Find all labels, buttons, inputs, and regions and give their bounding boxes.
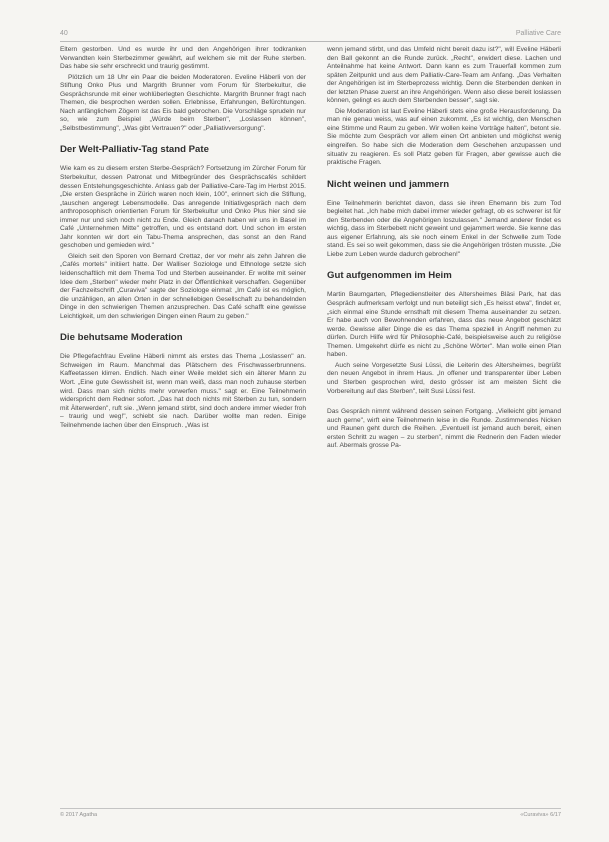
spacer [327, 398, 561, 408]
paragraph: Eine Teilnehmerin berichtet davon, dass sie ihren Ehemann bis zum Tod begleitet hat. „Ich habe mich dabei immer wieder gefragt, ob es schwerer ist für den Sterbenden oder die Angehörigen loszulassen." Jemand anderer findet es wichtig, dass im Sterbebett nicht geweint und gejammert werde. Sie kenne das aus eigener Erfahrung, als sie noch einem Enkel in der Schwelle zum Tode stand. Es sei so weit gekommen, dass sie die Angehörigen trösten musste. „Die Liebe zum Leben wurde dadurch gebrochen!" [327, 199, 561, 258]
paragraph: Die Moderation ist laut Eveline Häberli stets eine große Herausforderung. Da man nie genau weiss, was auf einen zukommt. „Es ist wichtig, den Menschen eine Stimme und Raum zu geben. Wir wollen keine Vorträge halten", betont sie. Sie möchte zum Gespräch vor allem einen Ort anbieten und möglichst wenig eingreifen. So habe sich die Moderation dem Geschehen anzupassen und situativ zu reagieren. Es soll Platz geben für Fragen, aber gewisse auch die praktische Fragen. [327, 107, 561, 167]
section-heading: Gut aufgenommen im Heim [327, 270, 452, 282]
right-column [327, 46, 561, 453]
footer-issue: «Curaviva» 6/17 [520, 812, 561, 818]
paragraph: Martin Baumgarten, Pflegedienstleiter des Altersheimes Bläsi Park, hat das Gespräch aufmerksam verfolgt und nun beteiligt sich „Es heisst etwa", findet er, „sich einmal eine Stunde ernsthaft mit diesem Thema auseinander zu setzen. Er habe auch von Bewohnenden erfahren, dass das neue Angebot geschätzt werde. Gewisse aller Dinge die es das Thema speziell in Angriff nehmen zu dürfen. Durch Hilfe wird für Philosophie-Café, beispielsweise auch zu religiöse Themen. Umgekehrt dürfe es nicht zu „Schöne Wörter". Man wolle einen Plan haben. [327, 291, 561, 359]
footer-credit: © 2017 Agatha [60, 812, 98, 818]
section-heading: Die behutsame Moderation [60, 332, 183, 344]
page-number: 40 [60, 30, 68, 37]
paragraph: wenn jemand stirbt, und das Umfeld nicht bereit dazu ist?", will Eveline Häberli den Ball gekonnt an die Runde zurück. „Recht", erwidert diese. Lachen und Anteilnahme hat keine Antwort. Dann kann es zum Trauerfall kommen zum späten Zeitpunkt und aus dem Palliativ-Care-Team am Anfang. „Das Verhalten der Angehörigen ist im Sterbeprozess wichtig. Denn die Sterbenden denken in der letzten Phase zuerst an ihre Angehörigen. Wenn also diese bereit loslassen können, gelingt es auch dem Sterbenden besser", sagt sie. [327, 46, 561, 105]
section-heading: Nicht weinen und jammern [327, 178, 450, 190]
paragraph: Gleich seit den Sporen von Bernard Crettaz, der vor mehr als zehn Jahren die „Cafés mortels" initiiert hatte. Der Walliser Soziologe und Ethnologe setzte sich leidenschaftlich mit dem Thema Tod und Sterben auseinander. Er wollte mit seiner Idee dem „Sterben" wieder mehr Platz in der Öffentlichkeit verschaffen. Gegenüber der Fachzeitschrift „Curaviva" sagte der Soziologe einmal: „Im Café ist es möglich, die unzähligen, an allen Orten in der schnellebigen Gesellschaft zu behandelnden Dinge in den schwierigen Themen anzusprechen. Das Café schafft eine gewisse Leichtigkeit, um den schwierigen Dingen einen Raum zu geben." [60, 252, 306, 320]
paragraph: Auch seine Vorgesetzte Susi Lüssi, die Leiterin des Altersheimes, begrüßt den neuen Angebot in ihrem Haus. „In offener und transparenter über Leben und Sterben gesprochen wird, desto grösser ist am meisten Sicht die Vorbereitung auf das Sterben", teilt Susi Lüssi fest. [327, 361, 561, 395]
paragraph: Plötzlich um 18 Uhr ein Paar die beiden Moderatoren. Eveline Häberli von der Stiftung Onko Plus und Margrith Brunner vom Forum für Sterbekultur, die Gesprächsrunde mit einer wohlüberlegten Geschichte. Margrith Brunner fragt nach Themen, die besprochen werden sollen. Erlebnisse, Erfahrungen, Befürchtungen. Nach anfänglichem Zögern ist das Eis bald gebrochen. Die Vorschläge sprudeln nur so, wie zum Beispiel „Würde beim Sterben", „Loslassen können", „Selbstbestimmung", „Was gibt Vertrauen?" oder „Palliativversorgung". [60, 73, 306, 132]
section-heading: Der Welt-Palliativ-Tag stand Pate [60, 144, 209, 156]
paragraph: Wie kam es zu diesem ersten Sterbe-Gespräch? Fortsetzung im Zürcher Forum für Sterbekultur, dessen Patronat und Mitbegründer des Gesprächscafés schildert dessen Entstehungsgeschichte. Anlass gab der Palliative-Care-Tag im Herbst 2015. „Die ersten Gespräche in Zürich waren noch klein, 100", erinnert sich die Stiftung, „tauschen angeregt Lebensmodelle. Das anregende Initiativgespräch nach dem anthroposophisch orientierten Forum für Sterbekultur und Onko Plus hier sind sie immer nur und sich noch nicht zu Ende. Gleich danach haben wir uns in Basel im Café „Unternehmen Mitte" getroffen, und es entstand dort. Und schon im ersten Jahr konnten wir dort ein Tabu-Thema ansprechen, das sonst an den Rand geschoben und gemieden wird." [60, 165, 306, 250]
header-rule [60, 41, 561, 42]
footer-rule [60, 808, 561, 809]
paragraph: Eltern gestorben. Und es wurde ihr und den Angehörigen ihrer todkranken Verwandten kein Sterbezimmer gewährt, auf welchem sie mit der Ruhe sterben. Das habe sie sehr erschreckt und traurig gestimmt. [60, 46, 306, 71]
paragraph: Das Gespräch nimmt während dessen seinen Fortgang. „Vielleicht gibt jemand auch gerne", wirft eine Teilnehmerin leise in die Runde. Zustimmendes Nicken und Raunen geht durch die Reihen. „Eventuell ist jemand auch bereit, einen ersten Schritt zu wagen – zu sterben", nimmt die Rednerin den Faden wieder auf. Abermals grosse Pa- [327, 408, 561, 450]
left-column [60, 46, 306, 432]
paragraph: Die Pflegefachfrau Eveline Häberli nimmt als erstes das Thema „Loslassen" an. Schweigen im Raum. Manchmal das Plätschern des Frischwasserbrunnens. Kaffeetassen klirren. Endlich. Nach einer Weile meldet sich ein älterer Mann zu Wort. „Eine gute Gewissheit ist, wenn man weiß, dass man noch zuhause sterben wird. Dass man sich nichts mehr vorwerfen muss." sagt er. Eine Teilnehmerin widerspricht dem Redner sofort. „Das hat doch nichts mit Sterben zu tun, sondern mit Älterwerden", ruft sie. „Wenn jemand stirbt, sind doch andere immer wieder froh – traurig und weg!", schiebt sie nach. Darüber wollte man reden. Einige Teilnehmende lachen über den Einspruch. „Was ist [60, 353, 306, 429]
section-title: Palliative Care [515, 30, 561, 37]
